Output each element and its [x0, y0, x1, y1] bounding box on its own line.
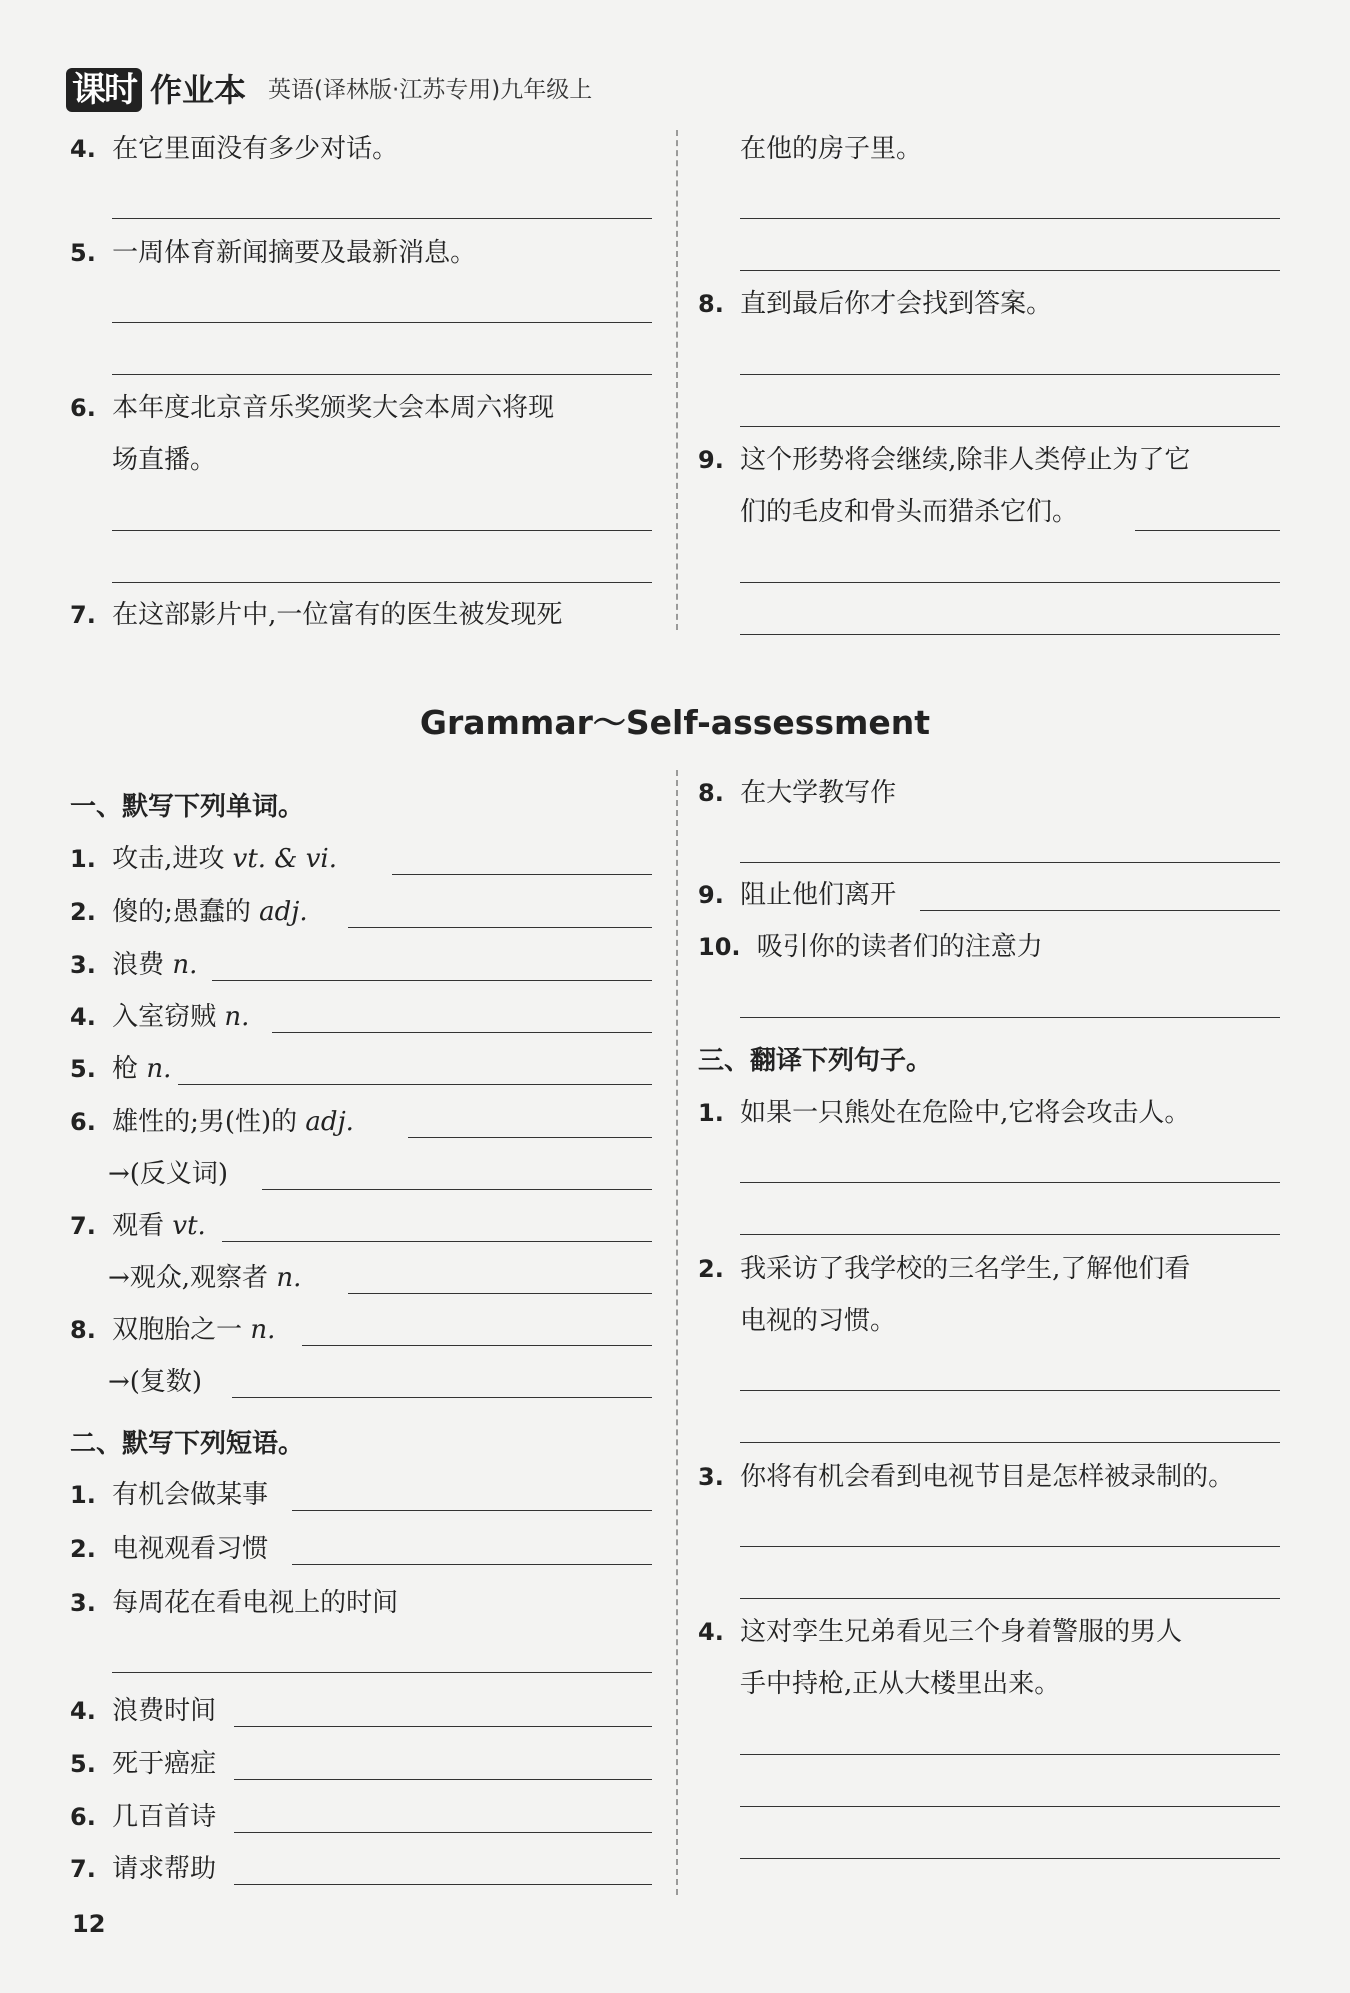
answer-line[interactable] [740, 1442, 1280, 1443]
answer-line[interactable] [212, 980, 652, 981]
phrase-item: 10. 吸引你的读者们的注意力 [698, 932, 1043, 962]
answer-line[interactable] [740, 1390, 1280, 1391]
phrase-item: 3. 每周花在看电视上的时间 [70, 1588, 399, 1618]
sentence-item: 4. 这对孪生兄弟看见三个身着警服的男人 [698, 1617, 1183, 1647]
book-subtitle: 英语(译林版·江苏专用)九年级上 [268, 77, 593, 103]
sentence-item: 1. 如果一只熊处在危险中,它将会攻击人。 [698, 1098, 1191, 1128]
sentence-item: 2. 我采访了我学校的三名学生,了解他们看 [698, 1254, 1191, 1284]
phrase-item: 8. 在大学教写作 [698, 778, 897, 808]
phrase-item: 9. 阻止他们离开 [698, 880, 897, 910]
answer-line[interactable] [392, 874, 652, 875]
sentence-item-cont: 手中持枪,正从大楼里出来。 [740, 1669, 1061, 1699]
word-subitem: →(复数) [108, 1367, 203, 1397]
answer-line[interactable] [920, 910, 1280, 911]
answer-line[interactable] [112, 218, 652, 219]
answer-line[interactable] [740, 270, 1280, 271]
answer-line[interactable] [112, 374, 652, 375]
brand-logo: 课时 [66, 68, 142, 112]
answer-line[interactable] [740, 426, 1280, 427]
answer-line[interactable] [112, 530, 652, 531]
answer-line[interactable] [348, 927, 652, 928]
section-title: Grammar～Self-assessment [419, 703, 931, 742]
word-item: 2. 傻的;愚蠢的 adj. [70, 897, 308, 927]
answer-line[interactable] [262, 1189, 652, 1190]
phrase-item: 4. 浪费时间 [70, 1696, 217, 1726]
question-top-5: 5. 一周体育新闻摘要及最新消息。 [70, 238, 477, 268]
word-item: 1. 攻击,进攻 vt. & vi. [70, 844, 337, 874]
answer-line[interactable] [234, 1779, 652, 1780]
question-top-7: 7. 在这部影片中,一位富有的医生被发现死 [70, 600, 563, 630]
word-subitem: →(反义词) [108, 1159, 229, 1189]
part3-heading: 三、翻译下列句子。 [698, 1046, 933, 1076]
page-header [66, 62, 592, 112]
answer-line[interactable] [740, 1017, 1280, 1018]
column-divider-bottom [676, 770, 678, 1895]
phrase-item: 5. 死于癌症 [70, 1749, 217, 1779]
answer-line[interactable] [112, 1672, 652, 1673]
answer-line[interactable] [740, 862, 1280, 863]
answer-line[interactable] [234, 1884, 652, 1885]
phrase-item: 7. 请求帮助 [70, 1854, 217, 1884]
answer-line[interactable] [272, 1032, 652, 1033]
question-top-4: 4. 在它里面没有多少对话。 [70, 134, 399, 164]
part1-heading: 一、默写下列单词。 [70, 792, 305, 822]
answer-line[interactable] [740, 218, 1280, 219]
sentence-item-cont: 电视的习惯。 [740, 1306, 897, 1336]
answer-line[interactable] [112, 582, 652, 583]
word-item: 3. 浪费 n. [70, 950, 198, 980]
answer-line[interactable] [740, 1182, 1280, 1183]
answer-line[interactable] [1135, 530, 1280, 531]
word-item: 6. 雄性的;男(性)的 adj. [70, 1107, 354, 1137]
word-item: 7. 观看 vt. [70, 1211, 206, 1241]
answer-line[interactable] [740, 1806, 1280, 1807]
phrase-item: 6. 几百首诗 [70, 1802, 217, 1832]
phrase-item: 2. 电视观看习惯 [70, 1534, 269, 1564]
question-top-8: 8. 直到最后你才会找到答案。 [698, 289, 1053, 319]
column-divider-top [676, 130, 678, 630]
question-top-9-cont: 们的毛皮和骨头而猎杀它们。 [740, 497, 1079, 527]
answer-line[interactable] [112, 322, 652, 323]
answer-line[interactable] [740, 1858, 1280, 1859]
answer-line[interactable] [740, 582, 1280, 583]
answer-line[interactable] [740, 1598, 1280, 1599]
question-top-6-cont: 场直播。 [112, 445, 217, 475]
phrase-item: 1. 有机会做某事 [70, 1480, 269, 1510]
sentence-item: 3. 你将有机会看到电视节目是怎样被录制的。 [698, 1462, 1235, 1492]
word-item: 5. 枪 n. [70, 1054, 172, 1084]
answer-line[interactable] [348, 1293, 652, 1294]
word-item: 8. 双胞胎之一 n. [70, 1315, 276, 1345]
answer-line[interactable] [178, 1084, 652, 1085]
answer-line[interactable] [292, 1564, 652, 1565]
answer-line[interactable] [232, 1397, 652, 1398]
word-item: 4. 入室窃贼 n. [70, 1002, 250, 1032]
answer-line[interactable] [408, 1137, 652, 1138]
question-top-9: 9. 这个形势将会继续,除非人类停止为了它 [698, 445, 1191, 475]
answer-line[interactable] [292, 1510, 652, 1511]
answer-line[interactable] [222, 1241, 652, 1242]
answer-line[interactable] [234, 1726, 652, 1727]
answer-line[interactable] [740, 374, 1280, 375]
answer-line[interactable] [234, 1832, 652, 1833]
answer-line[interactable] [740, 1234, 1280, 1235]
page-number: 12 [72, 1910, 106, 1938]
word-subitem: →观众,观察者 n. [108, 1263, 302, 1293]
question-top-6: 6. 本年度北京音乐奖颁奖大会本周六将现 [70, 393, 555, 423]
answer-line[interactable] [740, 634, 1280, 635]
answer-line[interactable] [740, 1546, 1280, 1547]
part2-heading: 二、默写下列短语。 [70, 1429, 305, 1459]
brand-name: 作业本 [150, 71, 247, 109]
answer-line[interactable] [302, 1345, 652, 1346]
answer-line[interactable] [740, 1754, 1280, 1755]
question-top-7-cont: 在他的房子里。 [740, 134, 923, 164]
